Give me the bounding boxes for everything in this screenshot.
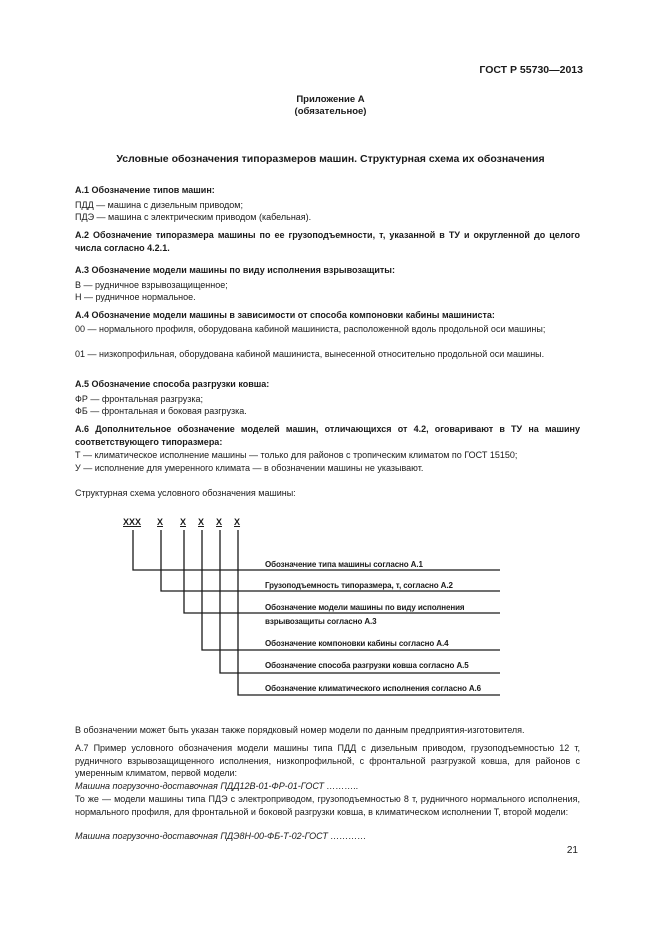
a5-heading: А.5 Обозначение способа разгрузки ковша: xyxy=(75,379,270,389)
scheme-code-x: Х xyxy=(234,517,241,527)
document-title: Условные обозначения типоразмеров машин. Структурная схема их обозначения xyxy=(116,153,545,165)
annex-status: (обязательное) xyxy=(294,106,367,117)
a7-example-2: Машина погрузочно-доставочная ПДЭ8Н-00-ФБ-Т-02-ГОСТ ………… xyxy=(75,831,367,841)
a6-heading: А.6 Дополнительное обозначение моделей машин, отличающихся от 4.2, оговаривают в ТУ на машину соответствующего типоразмера: xyxy=(75,424,580,447)
a5-item: ФБ — фронтальная и боковая разгрузка. xyxy=(75,406,247,416)
a1-item: ПДЭ — машина с электрическим приводом (кабельная). xyxy=(75,212,312,222)
a3-item: Н — рудничное нормальное. xyxy=(75,292,196,302)
annex-title: Приложение А xyxy=(296,94,365,105)
a7-text-2: То же — модели машины типа ПДЭ с электроприводом, грузоподъемностью 8 т, рудничного нормального исполнения, нормального профиля, для фронтальной и боковой разгрузки ковша, в климатическом исполнении Т, второй модели: xyxy=(75,794,580,817)
scheme-label-a2: Грузоподъемность типоразмера, т, согласно А.2 xyxy=(265,581,453,590)
standard-number: ГОСТ Р 55730—2013 xyxy=(479,64,583,76)
a3-item: В — рудничное взрывозащищенное; xyxy=(75,280,228,290)
a4-item: 01 — низкопрофильная, оборудована кабиной машиниста, вынесенной относительно продольной оси машины. xyxy=(75,349,545,359)
scheme-label-a6: Обозначение климатического исполнения согласно А.6 xyxy=(265,684,482,693)
a7-example-1: Машина погрузочно-доставочная ПДД12В-01-ФР-01-ГОСТ ……….. xyxy=(75,781,359,791)
page-number: 21 xyxy=(566,845,578,856)
scheme-intro: Структурная схема условного обозначения машины: xyxy=(75,488,296,498)
a1-item: ПДД — машина с дизельным приводом; xyxy=(75,200,243,210)
scheme-label-a1: Обозначение типа машины согласно А.1 xyxy=(265,560,423,569)
a4-item: 00 — нормального профиля, оборудована кабиной машиниста, расположенной вдоль продольной оси машины; xyxy=(75,324,546,334)
scheme-label-a3-cont: взрывозащиты согласно А.3 xyxy=(265,617,377,626)
scheme-code-x: Х xyxy=(157,517,164,527)
scheme-label-a5: Обозначение способа разгрузки ковша согласно А.5 xyxy=(265,661,469,670)
a7-text: А.7 Пример условного обозначения модели машины типа ПДД с дизельным приводом, грузоподъемностью 12 т, рудничного взрывозащищенного исполнения, низкопрофильной, с фронтальной разгрузкой ковша, для районов с умеренным климатом, первой модели: xyxy=(75,743,580,778)
scheme-label-a4: Обозначение компоновки кабины согласно А.4 xyxy=(265,639,449,648)
a5-item: ФР — фронтальная разгрузка; xyxy=(75,394,204,404)
scheme-code-x: Х xyxy=(198,517,205,527)
a4-heading: А.4 Обозначение модели машины в зависимости от способа компоновки кабины машиниста: xyxy=(75,310,495,320)
scheme-code-x: Х xyxy=(180,517,187,527)
a3-heading: А.3 Обозначение модели машины по виду исполнения взрывозащиты: xyxy=(75,265,395,275)
scheme-label-a3: Обозначение модели машины по виду исполнения xyxy=(265,603,465,612)
a2-text: А.2 Обозначение типоразмера машины по ее грузоподъемности, т, указанной в ТУ и округленной до целого числа согласно 4.2.1. xyxy=(75,230,580,253)
a6-item: Т — климатическое исполнение машины — только для районов с тропическим климатом по ГОСТ 15150; xyxy=(75,450,518,460)
scheme-code-x: Х xyxy=(216,517,223,527)
designation-note: В обозначении может быть указан также порядковый номер модели по данным предприятия-изготовителя. xyxy=(75,725,525,735)
a1-heading: А.1 Обозначение типов машин: xyxy=(75,185,215,195)
a6-item: У — исполнение для умеренного климата — в обозначении машины не указывают. xyxy=(75,463,424,473)
scheme-code-type: ХХХ xyxy=(123,517,142,527)
